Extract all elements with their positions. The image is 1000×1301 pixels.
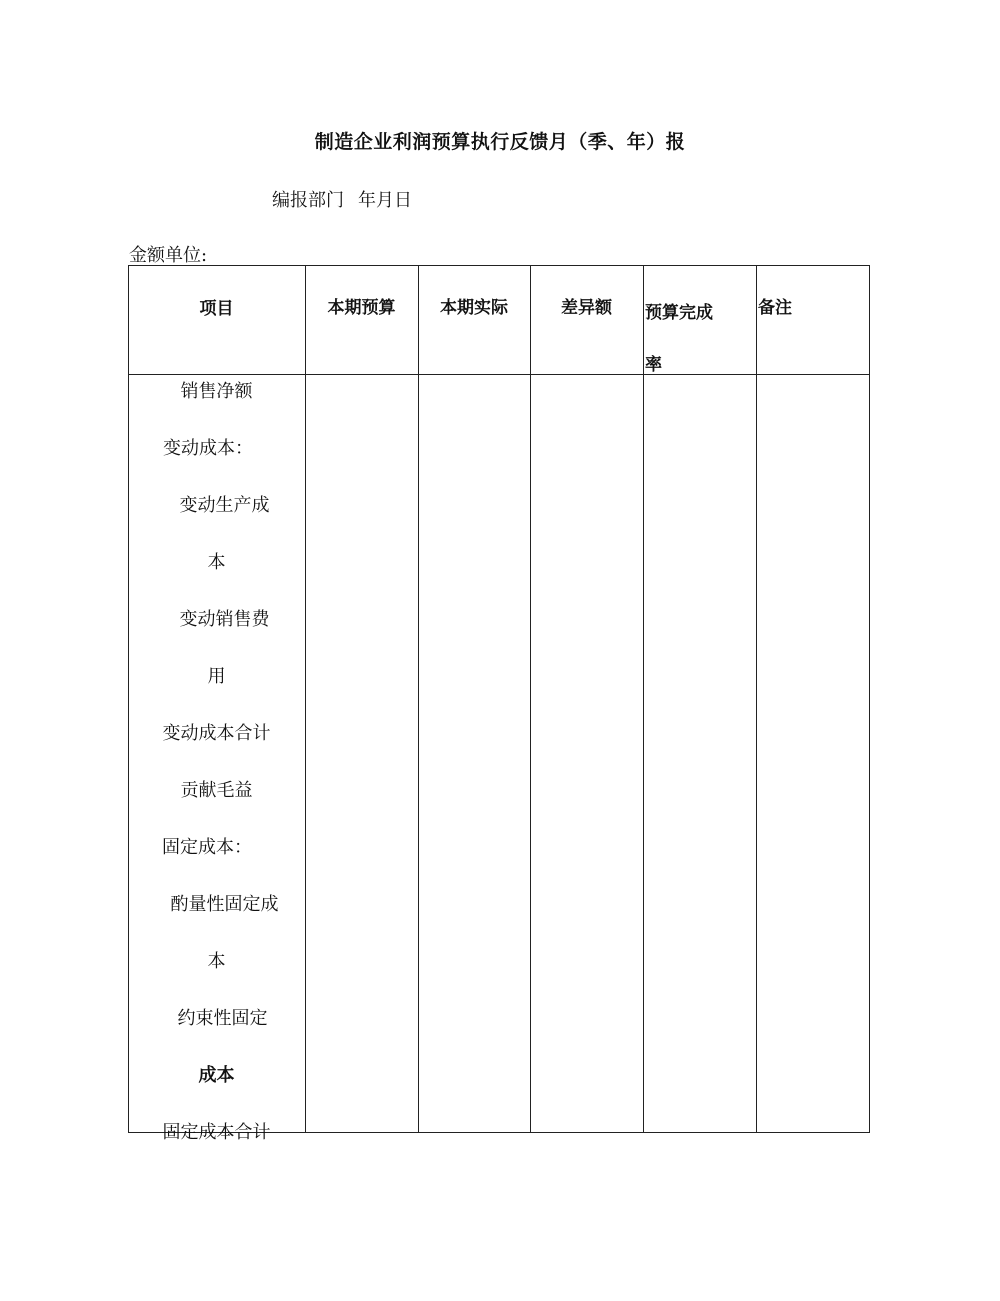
item-line-contribution-margin: 贡献毛益 xyxy=(180,780,253,801)
item-line-discretionary-fixed-cost: 酌量性固定成 xyxy=(170,894,279,915)
budget-feedback-table xyxy=(128,265,870,1143)
item-line-variable-selling-expense-cont: 用 xyxy=(207,666,226,687)
item-line-variable-cost: 变动成本： xyxy=(163,438,253,459)
amount-unit-label: 金额单位: xyxy=(129,245,208,266)
item-column-body xyxy=(128,375,305,1143)
header-budget: 本期预算 xyxy=(327,298,396,318)
header-actual: 本期实际 xyxy=(440,298,508,318)
item-line-fixed-cost: 固定成本： xyxy=(162,837,252,858)
report-date-label: 年月日 xyxy=(358,190,412,211)
department-label: 编报部门 xyxy=(272,190,344,211)
item-line-variable-production-cost: 变动生产成 xyxy=(179,495,270,516)
item-line-fixed-cost-total: 固定成本合计 xyxy=(162,1122,271,1143)
department-line xyxy=(272,186,412,212)
column-divider xyxy=(418,265,419,1133)
column-divider xyxy=(530,265,531,1133)
document-title: 制造企业利润预算执行反馈月（季、年）报 xyxy=(314,131,686,153)
header-remarks: 备注 xyxy=(758,298,792,318)
item-line-committed-fixed-cost-cont: 成本 xyxy=(198,1065,235,1086)
header-completion-rate-cont: 率 xyxy=(645,355,662,375)
item-line-variable-selling-expense: 变动销售费 xyxy=(179,609,270,630)
item-line-committed-fixed-cost: 约束性固定 xyxy=(177,1008,268,1029)
column-divider xyxy=(305,265,306,1133)
header-variance: 差异额 xyxy=(561,298,612,318)
column-divider xyxy=(643,265,644,1133)
column-divider xyxy=(756,265,757,1133)
header-completion-rate: 预算完成 xyxy=(645,303,713,323)
item-line-net-sales: 销售净额 xyxy=(180,381,253,402)
item-line-variable-cost-total: 变动成本合计 xyxy=(162,723,271,744)
item-line-discretionary-fixed-cost-cont: 本 xyxy=(207,951,226,972)
item-line-variable-production-cost-cont: 本 xyxy=(207,552,226,573)
header-item: 项目 xyxy=(199,299,234,319)
